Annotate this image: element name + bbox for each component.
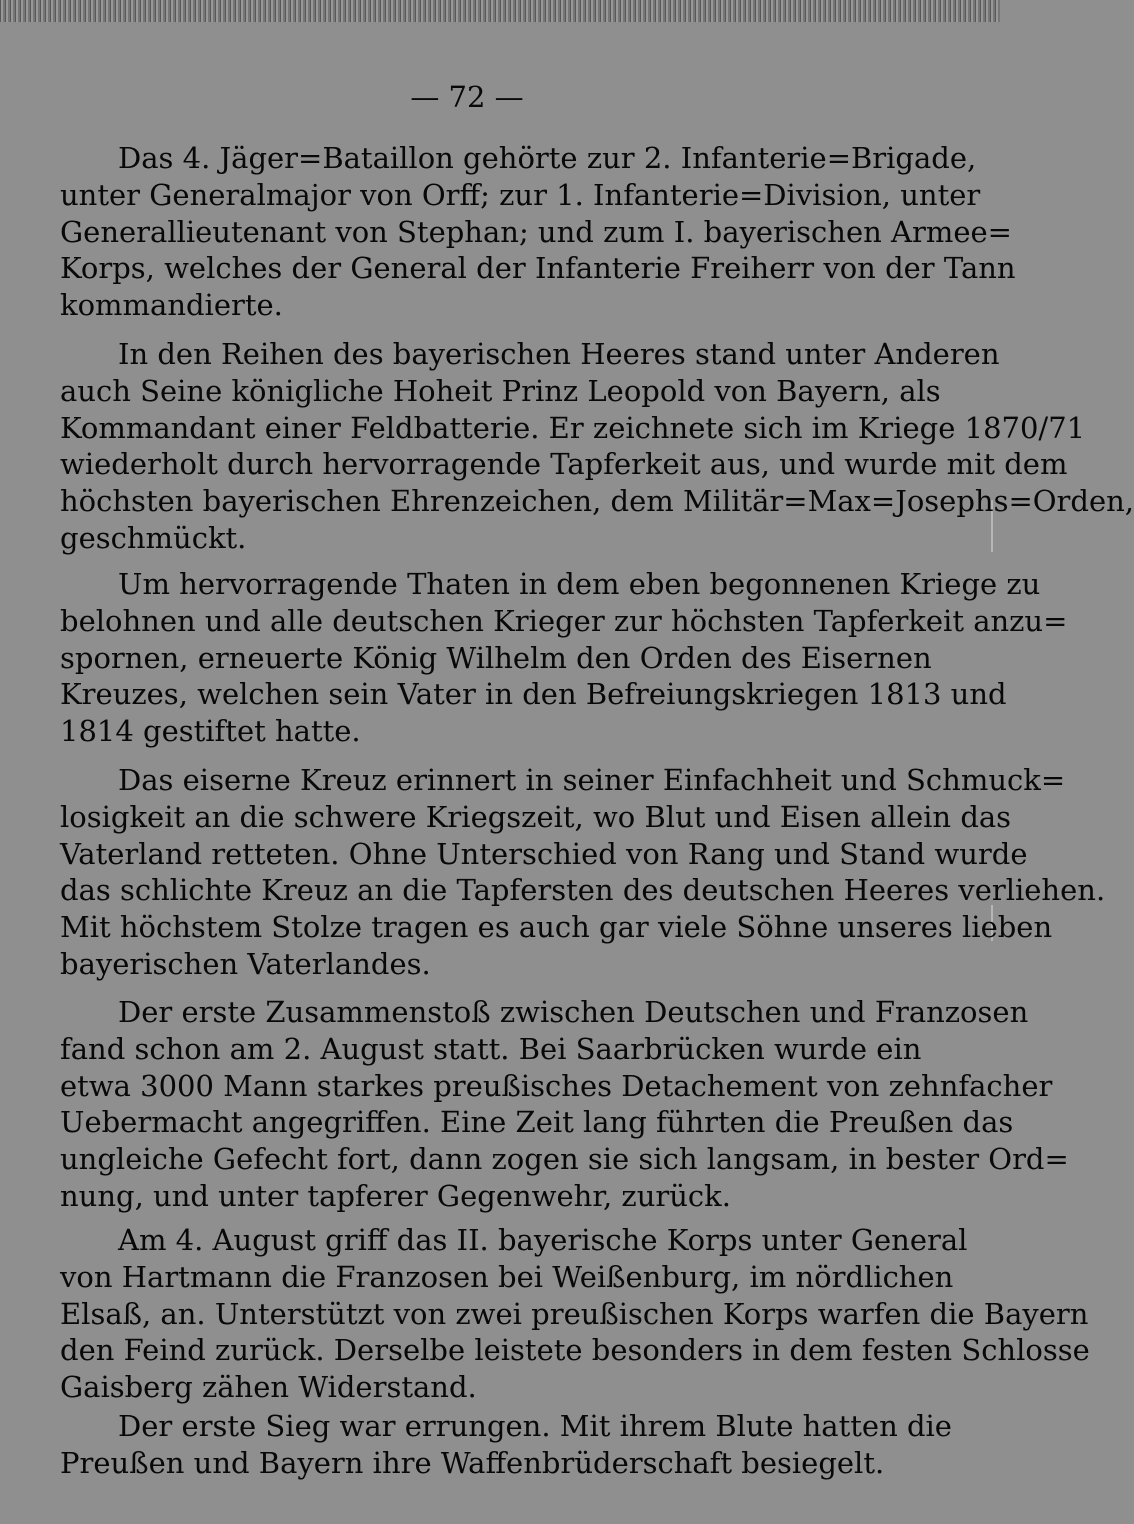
text-line: In den Reihen des bayerischen Heeres stand unter Anderen: [118, 337, 1000, 371]
text-line: Das 4. Jäger=Bataillon gehörte zur 2. Infanterie=Brigade,: [118, 141, 977, 175]
text-line: das schlichte Kreuz an die Tapfersten des deutschen Heeres verliehen.: [60, 873, 1106, 908]
text-line: Der erste Zusammenstoß zwischen Deutschen und Franzosen: [118, 995, 1029, 1029]
text-line: Elsaß, an. Unterstützt von zwei preußischen Korps warfen die Bayern: [60, 1296, 1089, 1331]
paragraph-1: [60, 140, 1016, 324]
scan-top-edge: [0, 0, 1000, 22]
text-line: Vaterland retteten. Ohne Unterschied von Rang und Stand wurde: [60, 836, 1028, 871]
text-line: kommandierte.: [60, 288, 283, 323]
text-line: Das eiserne Kreuz erinnert in seiner Einfachheit und Schmuck=: [118, 763, 1066, 797]
text-line: Preußen und Bayern ihre Waffenbrüderschaft besiegelt.: [60, 1445, 885, 1480]
page-number: — 72 —: [410, 80, 524, 114]
paragraph-5: [60, 994, 1069, 1215]
text-line: belohnen und alle deutschen Krieger zur höchsten Tapferkeit anzu=: [60, 603, 1068, 638]
text-line: 1814 gestiftet hatte.: [60, 714, 361, 749]
text-line: Am 4. August griff das II. bayerische Korps unter General: [118, 1223, 968, 1257]
paragraph-6: [60, 1222, 1090, 1406]
text-line: Korps, welches der General der Infanterie Freiherr von der Tann: [60, 251, 1016, 286]
paragraph-3: [60, 566, 1068, 750]
text-line: bayerischen Vaterlandes.: [60, 946, 431, 981]
paragraph-7: [60, 1408, 952, 1482]
text-line: fand schon am 2. August statt. Bei Saarbrücken wurde ein: [60, 1031, 922, 1066]
text-line: Der erste Sieg war errungen. Mit ihrem Blute hatten die: [118, 1409, 952, 1443]
text-line: Mit höchstem Stolze tragen es auch gar viele Söhne unseres lieben: [60, 910, 1053, 945]
text-line: spornen, erneuerte König Wilhelm den Orden des Eisernen: [60, 640, 932, 675]
text-line: Kreuzes, welchen sein Vater in den Befreiungskriegen 1813 und: [60, 677, 1007, 712]
text-line: Generallieutenant von Stephan; und zum I. bayerischen Armee=: [60, 214, 1012, 249]
text-line: wiederholt durch hervorragende Tapferkeit aus, und wurde mit dem: [60, 447, 1068, 482]
text-line: den Feind zurück. Derselbe leistete besonders in dem festen Schlosse: [60, 1333, 1090, 1368]
text-line: auch Seine königliche Hoheit Prinz Leopold von Bayern, als: [60, 373, 941, 408]
text-line: ungleiche Gefecht fort, dann zogen sie sich langsam, in bester Ord=: [60, 1142, 1069, 1177]
text-line: Um hervorragende Thaten in dem eben begonnenen Kriege zu: [118, 567, 1041, 601]
paragraph-4: [60, 762, 1106, 983]
text-line: losigkeit an die schwere Kriegszeit, wo Blut und Eisen allein das: [60, 799, 1012, 834]
text-line: Gaisberg zähen Widerstand.: [60, 1370, 477, 1405]
text-line: von Hartmann die Franzosen bei Weißenburg, im nördlichen: [60, 1259, 954, 1294]
text-line: nung, und unter tapferer Gegenwehr, zurück.: [60, 1178, 731, 1213]
text-line: höchsten bayerischen Ehrenzeichen, dem Militär=Max=Josephs=Orden,: [60, 484, 1134, 519]
text-line: Uebermacht angegriffen. Eine Zeit lang führten die Preußen das: [60, 1105, 1014, 1140]
text-line: unter Generalmajor von Orff; zur 1. Infanterie=Division, unter: [60, 177, 981, 212]
paragraph-2: [60, 336, 1134, 557]
text-line: geschmückt.: [60, 520, 247, 555]
text-line: Kommandant einer Feldbatterie. Er zeichnete sich im Kriege 1870/71: [60, 410, 1086, 445]
text-line: etwa 3000 Mann starkes preußisches Detachement von zehnfacher: [60, 1068, 1053, 1103]
